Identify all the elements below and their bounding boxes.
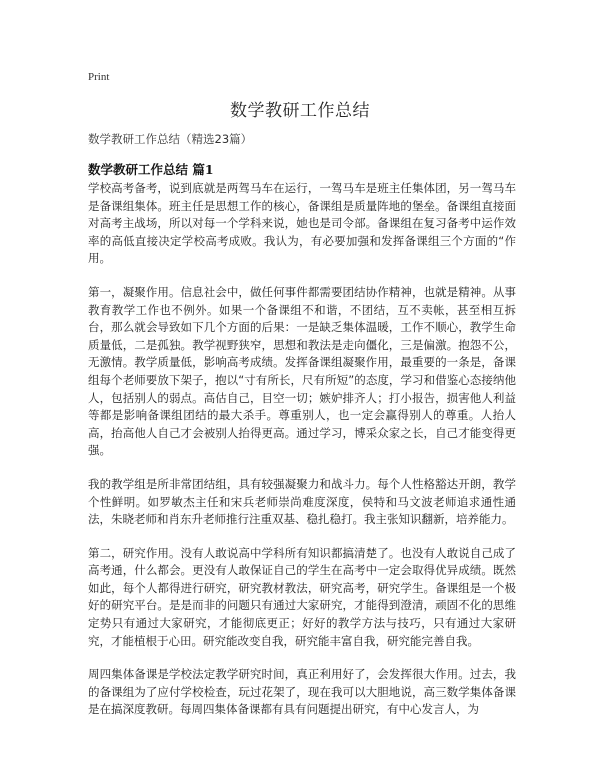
page-title: 数学教研工作总结 [230,101,370,121]
page-subtitle: 数学教研工作总结（精选23篇） [88,132,253,146]
print-link[interactable]: Print [88,71,110,83]
paragraph: 我的教学组是所非常团结组，具有较强凝聚力和战斗力。每个人性格豁达开朗，教学个性鲜明。如罗敏杰主任和宋兵老师崇尚难度深度，侯特和马文波老师追求通性通法，朱晓老师和肖东升老师推行注重双基、稳扎稳打。我主张知识翻新，培养能力。 [88,476,516,527]
paragraph: 第二，研究作用。没有人敢说高中学科所有知识都搞清楚了。也没有人敢说自己成了高考通，什么都会。更没有人敢保证自己的学生在高考中一定会取得优异成绩。既然如此，每个人都得进行研究，研究教材教法，研究高考，研究学生。备课组是一个极好的研究平台。是是而非的问题只有通过大家研究，才能得到澄清，顽固不化的思维定势只有通过大家研究，才能彻底更正；好好的教学方法与技巧，只有通过大家研究，才能植根于心田。研究能改变自我，研究能丰富自我，研究能完善自我。 [88,545,516,648]
document-body [88,180,516,735]
paragraph: 第一，凝聚作用。信息社会中，做任何事件都需要团结协作精神，也就是精神。从事教育教学工作也不例外。如果一个备课组不和谐，不团结，互不卖帐，甚至相互拆台，那么就会导致如下几个方面的后果：一是缺乏集体温暖，工作不顺心，教学生命质量低，二是孤独。教学视野狭窄，思想和教法是走向僵化，三是偏激。抱怨不公，无激情。教学质量低，影响高考成绩。发挥备课组凝聚作用，最重要的一条是，备课组每个老师要放下架子，抱以“寸有所长，尺有所短”的态度，学习和借鉴心态接纳他人，包括别人的弱点。高估自己，目空一切；嫉妒排齐人；打小报告，损害他人利益等都是影响备课组团结的最大杀手。尊重别人，也一定会赢得别人的尊重。人抬人高，抬高他人自己才会被别人抬得更高。通过学习，博采众家之长，自己才能变得更强。 [88,284,516,458]
paragraph: 周四集体备课是学校法定教学研究时间，真正利用好了，会发挥很大作用。过去，我的备课组为了应付学校检查，玩过花架了，现在我可以大胆地说，高三数学集体备课是在搞深度教研。每周四集体备课都有具有问题提出研究，有中心发言人，为 [88,667,516,717]
paragraph: 学校高考备考，说到底就是两驾马车在运行，一驾马车是班主任集体团，另一驾马车是备课组集体。班主任是思想工作的核心，备课组是质量阵地的堡垒。备课组直接面对高考主战场，所以对每一个学科来说，她也是司令部。备课组在复习备考中运作效率的高低直接决定学校高考成败。我认为，有必要加强和发挥备课组三个方面的“作用。 [88,181,516,266]
section-heading: 数学教研工作总结 篇1 [88,162,214,177]
